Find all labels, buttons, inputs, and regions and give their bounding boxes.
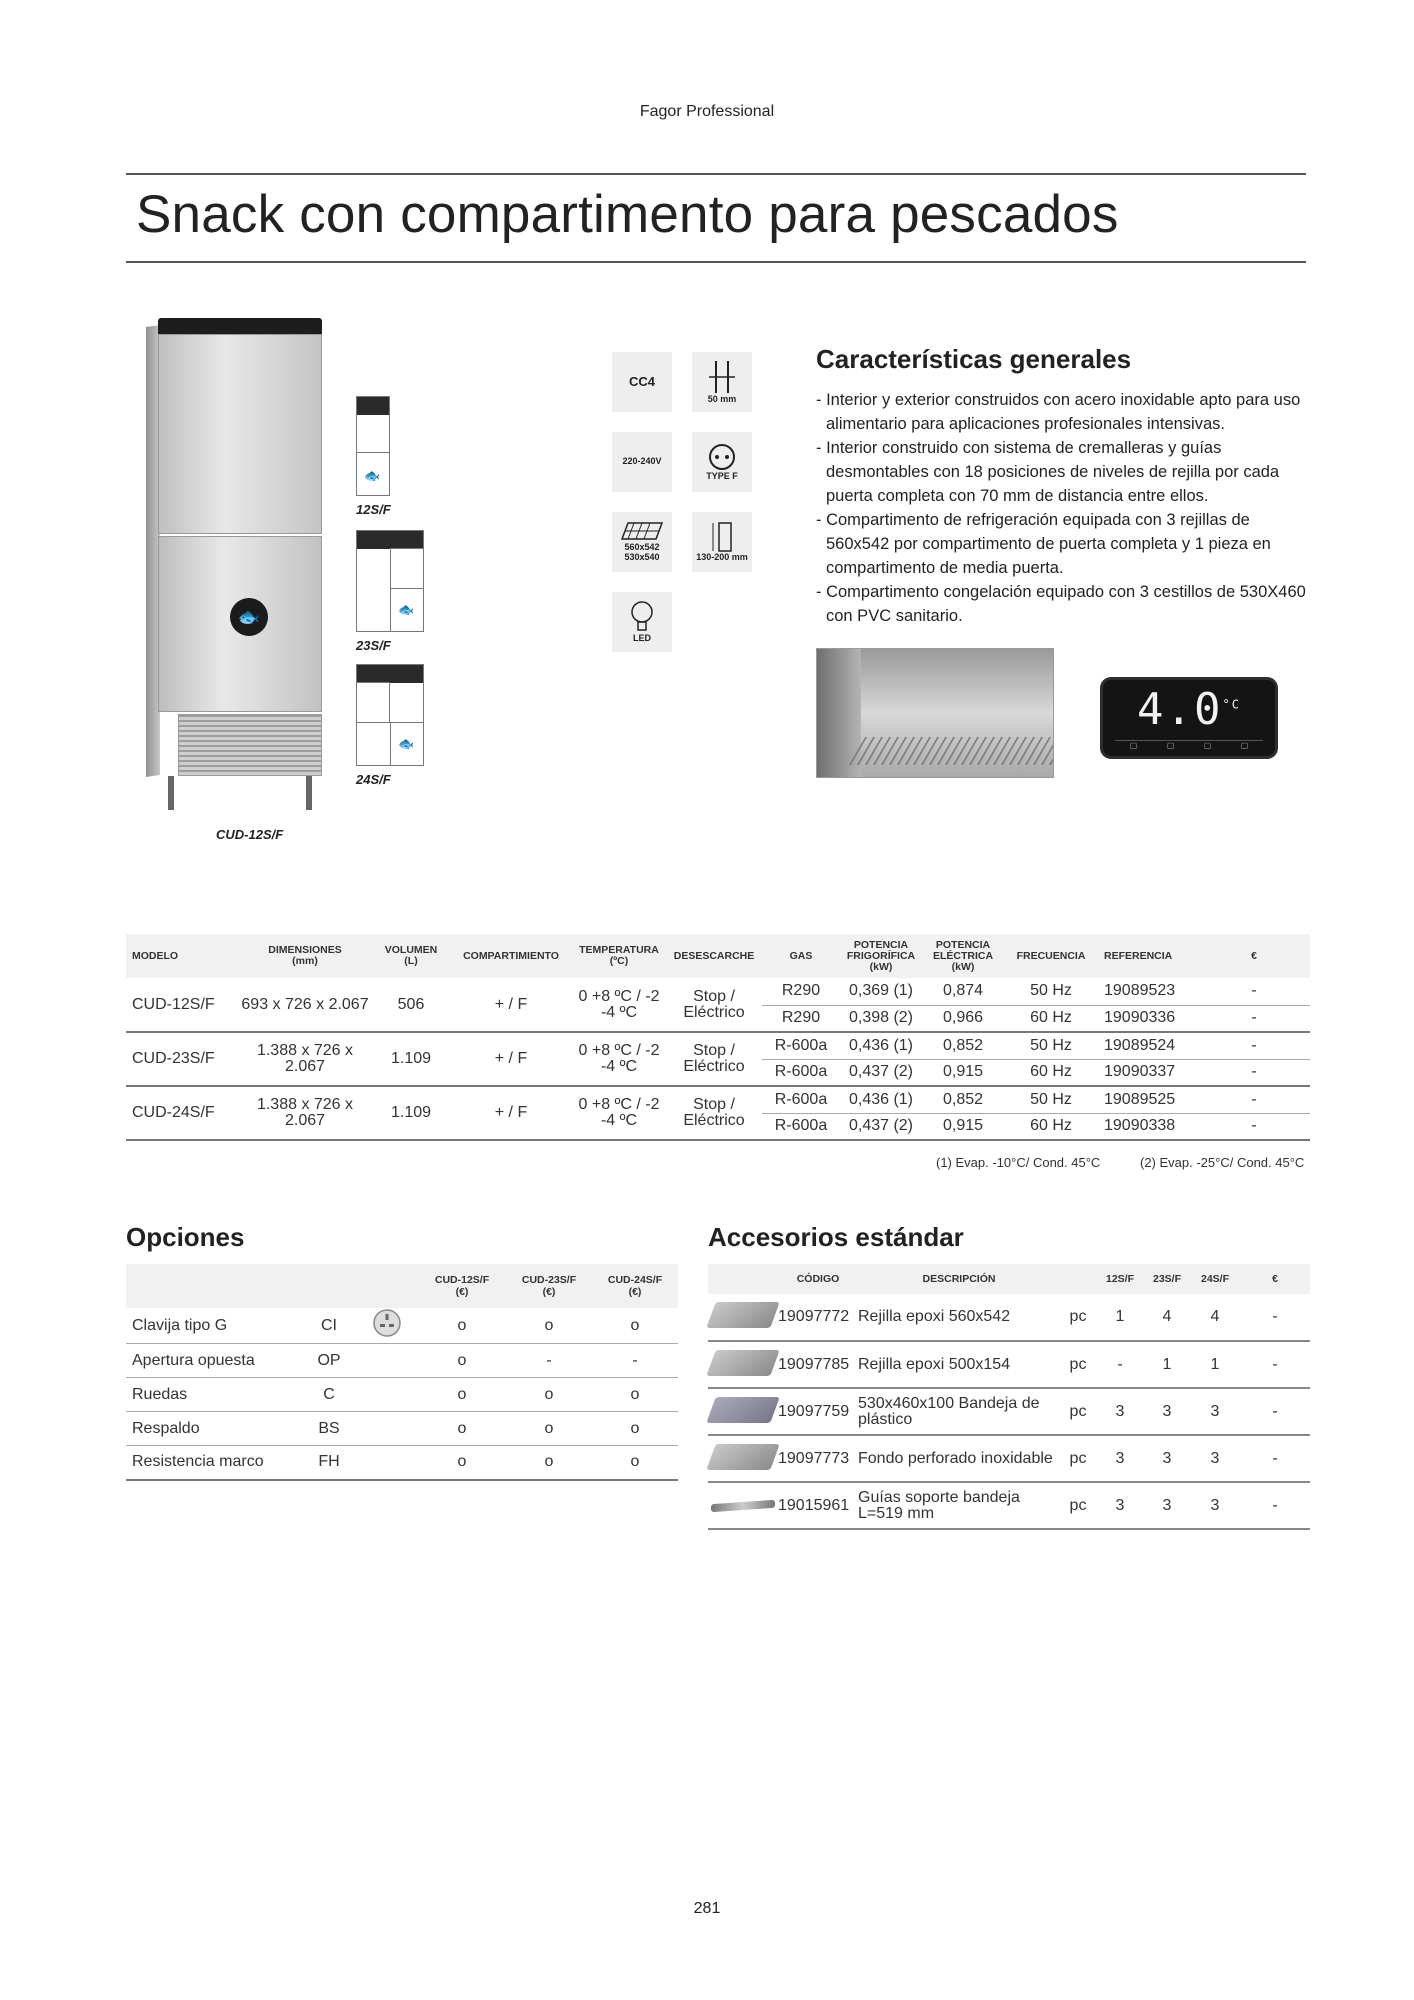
feature-item: - Interior y exterior construidos con acero inoxidable apto para uso alimentario para aplicaciones profesionales intensivas. [816,391,1301,433]
options-heading: Opciones [126,1222,245,1252]
table-row: 19097785 Rejilla epoxi 500x154 pc - 1 1 - [708,1341,1310,1388]
display-reading: 4.0 [1137,684,1223,735]
table-row: 19097772 Rejilla epoxi 560x542 pc 1 4 4 - [708,1294,1310,1341]
table-row: CUD-23S/F 1.388 x 726 x 2.067 1.109 + / F 0 +8 ºC / -2 -4 ºC Stop / Eléctrico R-600a 0,436 (1) 0,852 50 Hz 19089524 - [126,1032,1310,1059]
page-number: 281 [693,1900,721,1917]
feature-item: - Interior construido con sistema de cremalleras y guías desmontables con 18 posiciones de niveles de rejilla por cada puerta completa con 70 mm de distancia entre ellos. [816,439,1280,505]
col-reference: REFERENCIA [1098,934,1198,978]
col-cud-24sf: CUD-24S/F (€) [592,1264,678,1308]
table-row: R290 0,398 (2) 0,966 60 Hz 19090336 - [126,1005,1310,1032]
table-row: Clavija tipo G CI o o o [126,1308,678,1344]
col-price: € [1240,1264,1310,1294]
brand-header: Fagor Professional [639,103,775,120]
col-compartment: COMPARTIMIENTO [450,934,572,978]
col-cooling-power: POTENCIA FRIGORÍFICA (kW) [840,934,922,978]
table-row: R-600a 0,437 (2) 0,915 60 Hz 19090338 - [126,1113,1310,1140]
options-header-row [126,1264,678,1308]
fish-icon: 🐟 [398,736,415,751]
col-temperature: TEMPERATURA (ºC) [572,934,666,978]
features-list [816,388,1306,628]
col-gas: GAS [762,934,840,978]
display-unit: °C [1222,697,1241,712]
features-heading: Características generales [816,344,1132,374]
perforated-tray-icon [706,1444,779,1470]
fridge-caption: CUD-12S/F [216,827,284,842]
rail-spacing-icon: 50 mm [692,352,752,412]
table-row: 19097773 Fondo perforado inoxidable pc 3 3 3 - [708,1435,1310,1482]
table-row: CUD-24S/F 1.388 x 726 x 2.067 1.109 + / F 0 +8 ºC / -2 -4 ºC Stop / Eléctrico R-600a 0,436 (1) 0,852 50 Hz 19089525 - [126,1086,1310,1113]
table-row: R-600a 0,437 (2) 0,915 60 Hz 19090337 - [126,1059,1310,1086]
interior-photo [816,648,1054,778]
tray-guide-icon [711,1499,775,1511]
col-model: MODELO [126,934,238,978]
grid-size-icon: 560x542 530x540 [612,512,672,572]
col-cud-12sf: CUD-12S/F (€) [418,1264,506,1308]
col-23sf: 23S/F [1144,1264,1190,1294]
table-row: CUD-12S/F 693 x 726 x 2.067 506 + / F 0 +8 ºC / -2 -4 ºC Stop / Eléctrico R290 0,369 (1) 0,874 50 Hz 19089523 - [126,978,1310,1005]
accessories-header-row [708,1264,1310,1294]
socket-icon: TYPE F [692,432,752,492]
col-dimensions: DIMENSIONES (mm) [238,934,372,978]
display-key-icon: ▢ [1166,741,1175,750]
wire-rack-icon [706,1302,779,1328]
fridge-image [146,318,336,810]
cc4-icon: CC4 [612,352,672,412]
divider-title [126,261,1306,263]
height-range-icon: 130-200 mm [692,512,752,572]
fish-icon: 🐟 [398,602,415,617]
col-price: € [1198,934,1310,978]
spec-note: (2) Evap. -25°C/ Cond. 45°C [1140,1155,1305,1170]
col-frequency: FRECUENCIA [1004,934,1098,978]
accessories-heading: Accesorios estándar [708,1222,964,1252]
table-row: 19015961 Guías soporte bandeja L=519 mm pc 3 3 3 - [708,1482,1310,1529]
table-row: Resistencia marco FH o o o [126,1446,678,1480]
spec-header-row [126,934,1310,978]
col-description: DESCRIPCIÓN [858,1264,1060,1294]
accessories-table [708,1264,1310,1530]
plug-g-icon [372,1308,402,1338]
col-24sf: 24S/F [1190,1264,1240,1294]
table-row: Respaldo BS o o o [126,1412,678,1446]
feature-item: - Compartimento congelación equipado con 3 cestillos de 530X460 con PVC sanitario. [816,583,1306,625]
col-volume: VOLUMEN (L) [372,934,450,978]
led-icon: LED [612,592,672,652]
fish-badge-icon: 🐟 [230,598,268,636]
feature-item: - Compartimento de refrigeración equipada con 3 rejillas de 560x542 por compartimento de puerta completa y 1 pieza en compartimento de media puerta. [816,511,1271,577]
display-key-icon: ▢ [1203,741,1212,750]
display-key-icon: ▢ [1240,741,1249,750]
plastic-tray-icon [706,1397,779,1423]
col-cud-23sf: CUD-23S/F (€) [506,1264,592,1308]
table-row: Apertura opuesta OP o - - [126,1344,678,1378]
options-table [126,1264,678,1481]
table-row: 19097759 530x460x100 Bandeja de plástico pc 3 3 3 - [708,1388,1310,1435]
col-code: CÓDIGO [778,1264,858,1294]
fish-icon: 🐟 [364,468,381,483]
table-row: Ruedas C o o o [126,1378,678,1412]
controller-display [1103,680,1275,756]
col-12sf: 12S/F [1096,1264,1144,1294]
divider-top [126,173,1306,175]
col-defrost: DESESCARCHE [666,934,762,978]
voltage-icon: 220-240V [612,432,672,492]
spec-note: (1) Evap. -10°C/ Cond. 45°C [936,1155,1101,1170]
page-title: Snack con compartimento para pescados [136,185,1119,244]
wire-rack-icon [706,1350,779,1376]
spec-table [126,934,1310,1141]
display-key-icon: ▢ [1129,741,1138,750]
col-electric-power: POTENCIA ELÉCTRICA (kW) [922,934,1004,978]
